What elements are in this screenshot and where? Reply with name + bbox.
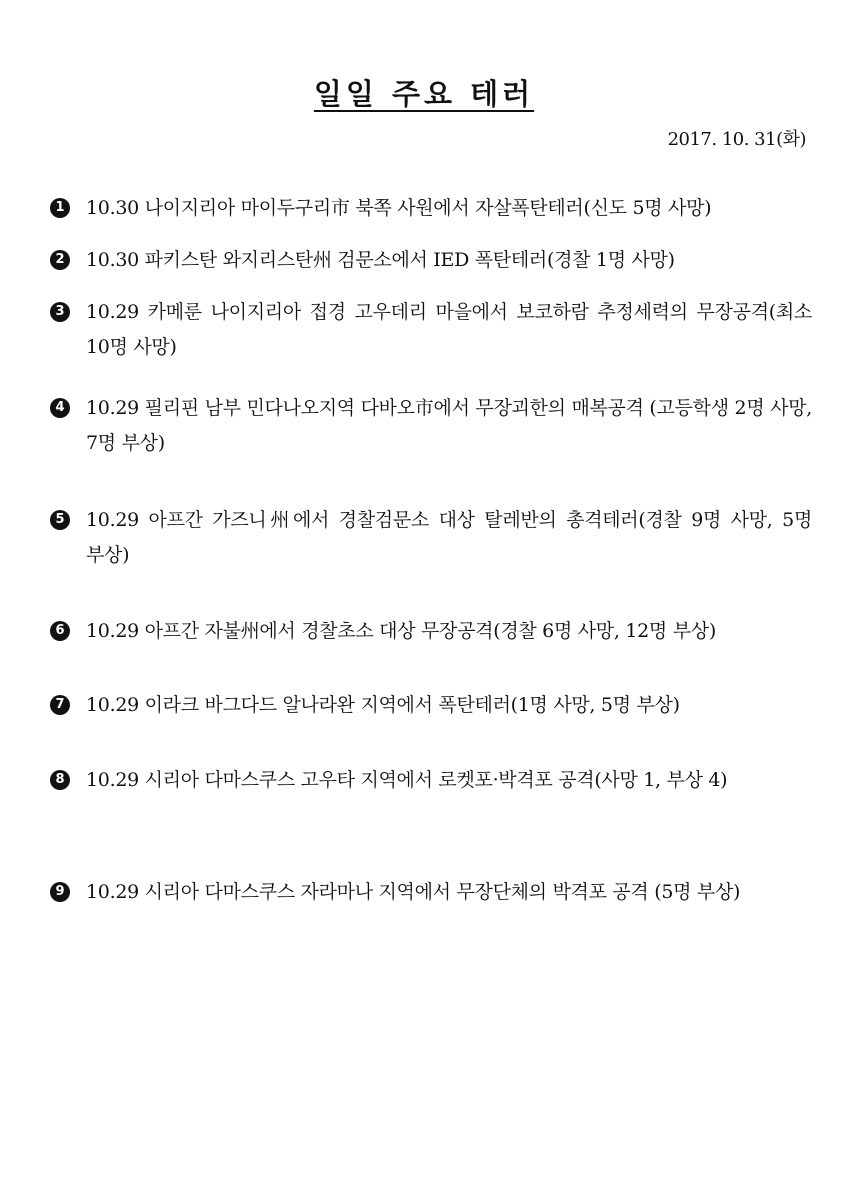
item-text: 10.29 필리핀 남부 민다나오지역 다바오市에서 무장괴한의 매복공격 (고등학생 2명 사망, 7명 부상) (86, 397, 812, 454)
list-item (50, 503, 812, 573)
item-text: 10.29 아프간 자불州에서 경찰초소 대상 무장공격(경찰 6명 사망, 12명 부상) (86, 620, 716, 642)
item-number-badge: 4 (50, 398, 70, 418)
item-text: 10.29 이라크 바그다드 알나라완 지역에서 폭탄테러(1명 사망, 5명 부상) (86, 694, 680, 716)
item-text: 10.29 시리아 다마스쿠스 자라마나 지역에서 무장단체의 박격포 공격 (5명 부상) (86, 881, 741, 903)
list-item (50, 614, 812, 649)
report-date: 2017. 10. 31(화) (667, 129, 806, 150)
item-number-badge: 9 (50, 882, 70, 902)
item-text: 10.30 파키스탄 와지리스탄州 검문소에서 IED 폭탄테러(경찰 1명 사망) (86, 249, 675, 271)
item-number-badge: 2 (50, 250, 70, 270)
item-text: 10.30 나이지리아 마이두구리市 북쪽 사원에서 자살폭탄테러(신도 5명 사망) (86, 197, 712, 219)
item-number-badge: 5 (50, 510, 70, 530)
item-number-badge: 3 (50, 302, 70, 322)
list-item (50, 191, 812, 226)
list-item (50, 875, 812, 910)
page-title (0, 74, 848, 114)
item-text: 10.29 시리아 다마스쿠스 고우타 지역에서 로켓포·박격포 공격(사망 1, 부상 4) (86, 769, 728, 791)
list-item (50, 391, 812, 461)
item-text: 10.29 카메룬 나이지리아 접경 고우데리 마을에서 보코하람 추정세력의 무장공격(최소 10명 사망) (86, 301, 812, 358)
page-title-text: 일일 주요 테러 (313, 77, 535, 111)
item-number-badge: 7 (50, 695, 70, 715)
list-item (50, 295, 812, 365)
item-text: 10.29 아프간 가즈니州에서 경찰검문소 대상 탈레반의 총격테러(경찰 9명 사망, 5명 부상) (86, 509, 812, 566)
list-item (50, 763, 812, 798)
item-number-badge: 8 (50, 770, 70, 790)
list-item (50, 243, 812, 278)
list-item (50, 688, 812, 723)
item-number-badge: 6 (50, 621, 70, 641)
item-number-badge: 1 (50, 198, 70, 218)
